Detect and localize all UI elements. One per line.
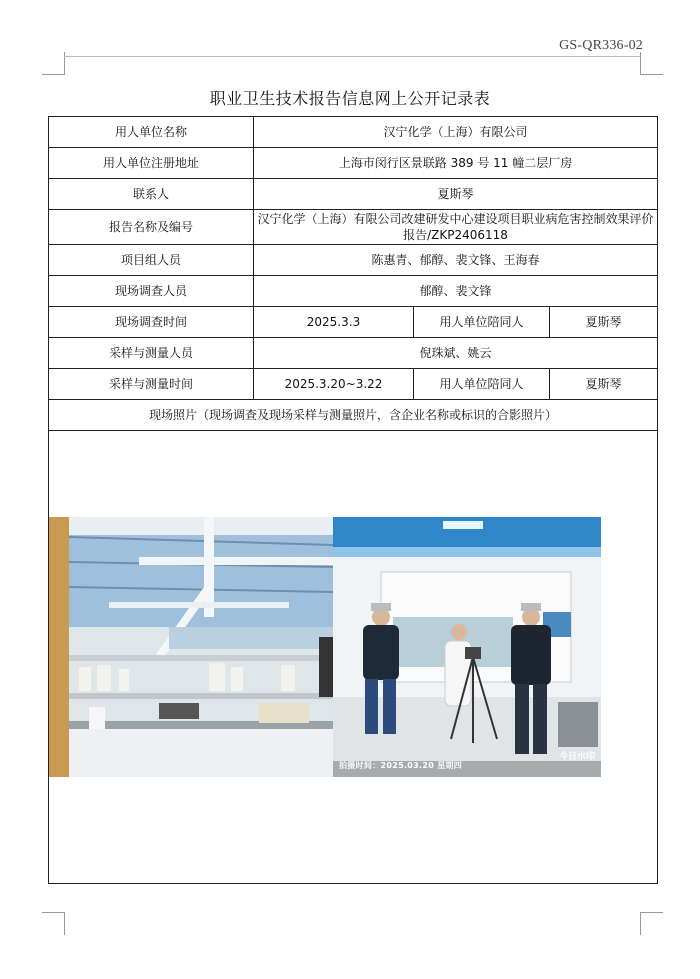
row-contact bbox=[49, 179, 658, 210]
document-title: 职业卫生技术报告信息网上公开记录表 bbox=[209, 89, 491, 108]
label-survey-time: 现场调查时间 bbox=[49, 307, 254, 338]
photo-area bbox=[49, 431, 658, 884]
label-contact: 联系人 bbox=[49, 179, 254, 210]
row-photos bbox=[49, 431, 658, 884]
value-sampling-time: 2025.3.20~3.22 bbox=[254, 369, 414, 400]
label-report-name: 报告名称及编号 bbox=[49, 210, 254, 245]
value-employer-name: 汉宁化学（上海）有限公司 bbox=[254, 117, 658, 148]
row-registered-address bbox=[49, 148, 658, 179]
value-report-name: 汉宁化学（上海）有限公司改建研发中心建设项目职业病危害控制效果评价报告/ZKP2406118 bbox=[254, 210, 658, 245]
photo-timestamp: 拍摄时间：2025.03.20 星期四 bbox=[339, 761, 463, 770]
crop-mark-bottom-right bbox=[640, 912, 663, 935]
photo-caption: 现场照片（现场调查及现场采样与测量照片，含企业名称或标识的合影照片） bbox=[49, 400, 658, 431]
value-registered-address: 上海市闵行区景联路 389 号 11 幢二层厂房 bbox=[254, 148, 658, 179]
label-registered-address: 用人单位注册地址 bbox=[49, 148, 254, 179]
label-employer-name: 用人单位名称 bbox=[49, 117, 254, 148]
label-sampling-escort: 用人单位陪同人 bbox=[414, 369, 550, 400]
row-employer-name bbox=[49, 117, 658, 148]
lab-photo bbox=[49, 517, 333, 777]
value-contact: 夏斯琴 bbox=[254, 179, 658, 210]
value-sampling-staff: 倪珠斌、姚云 bbox=[254, 338, 658, 369]
crop-mark-top-right bbox=[640, 52, 663, 75]
row-project-members bbox=[49, 245, 658, 276]
value-sampling-escort: 夏斯琴 bbox=[550, 369, 658, 400]
document-code: GS-QR336-02 bbox=[559, 38, 643, 53]
crop-mark-bottom-left bbox=[42, 912, 65, 935]
label-sampling-staff: 采样与测量人员 bbox=[49, 338, 254, 369]
row-sampling-staff bbox=[49, 338, 658, 369]
sampling-photo-image bbox=[333, 517, 601, 777]
row-photo-caption bbox=[49, 400, 658, 431]
label-project-members: 项目组人员 bbox=[49, 245, 254, 276]
record-table bbox=[48, 116, 658, 884]
value-survey-escort: 夏斯琴 bbox=[550, 307, 658, 338]
header-rule bbox=[64, 56, 640, 57]
row-survey-staff bbox=[49, 276, 658, 307]
row-sampling-time bbox=[49, 369, 658, 400]
row-report-name bbox=[49, 210, 658, 245]
row-survey-time bbox=[49, 307, 658, 338]
photo-strip bbox=[49, 517, 601, 777]
value-survey-time: 2025.3.3 bbox=[254, 307, 414, 338]
lab-photo-image bbox=[49, 517, 333, 777]
label-survey-escort: 用人单位陪同人 bbox=[414, 307, 550, 338]
label-sampling-time: 采样与测量时间 bbox=[49, 369, 254, 400]
sampling-photo bbox=[333, 517, 601, 777]
watermark-brand: 今日水印 bbox=[558, 752, 595, 762]
crop-mark-top-left bbox=[42, 52, 65, 75]
value-project-members: 陈惠青、郁醇、裴文锋、王海春 bbox=[254, 245, 658, 276]
value-survey-staff: 郁醇、裴文锋 bbox=[254, 276, 658, 307]
label-survey-staff: 现场调查人员 bbox=[49, 276, 254, 307]
